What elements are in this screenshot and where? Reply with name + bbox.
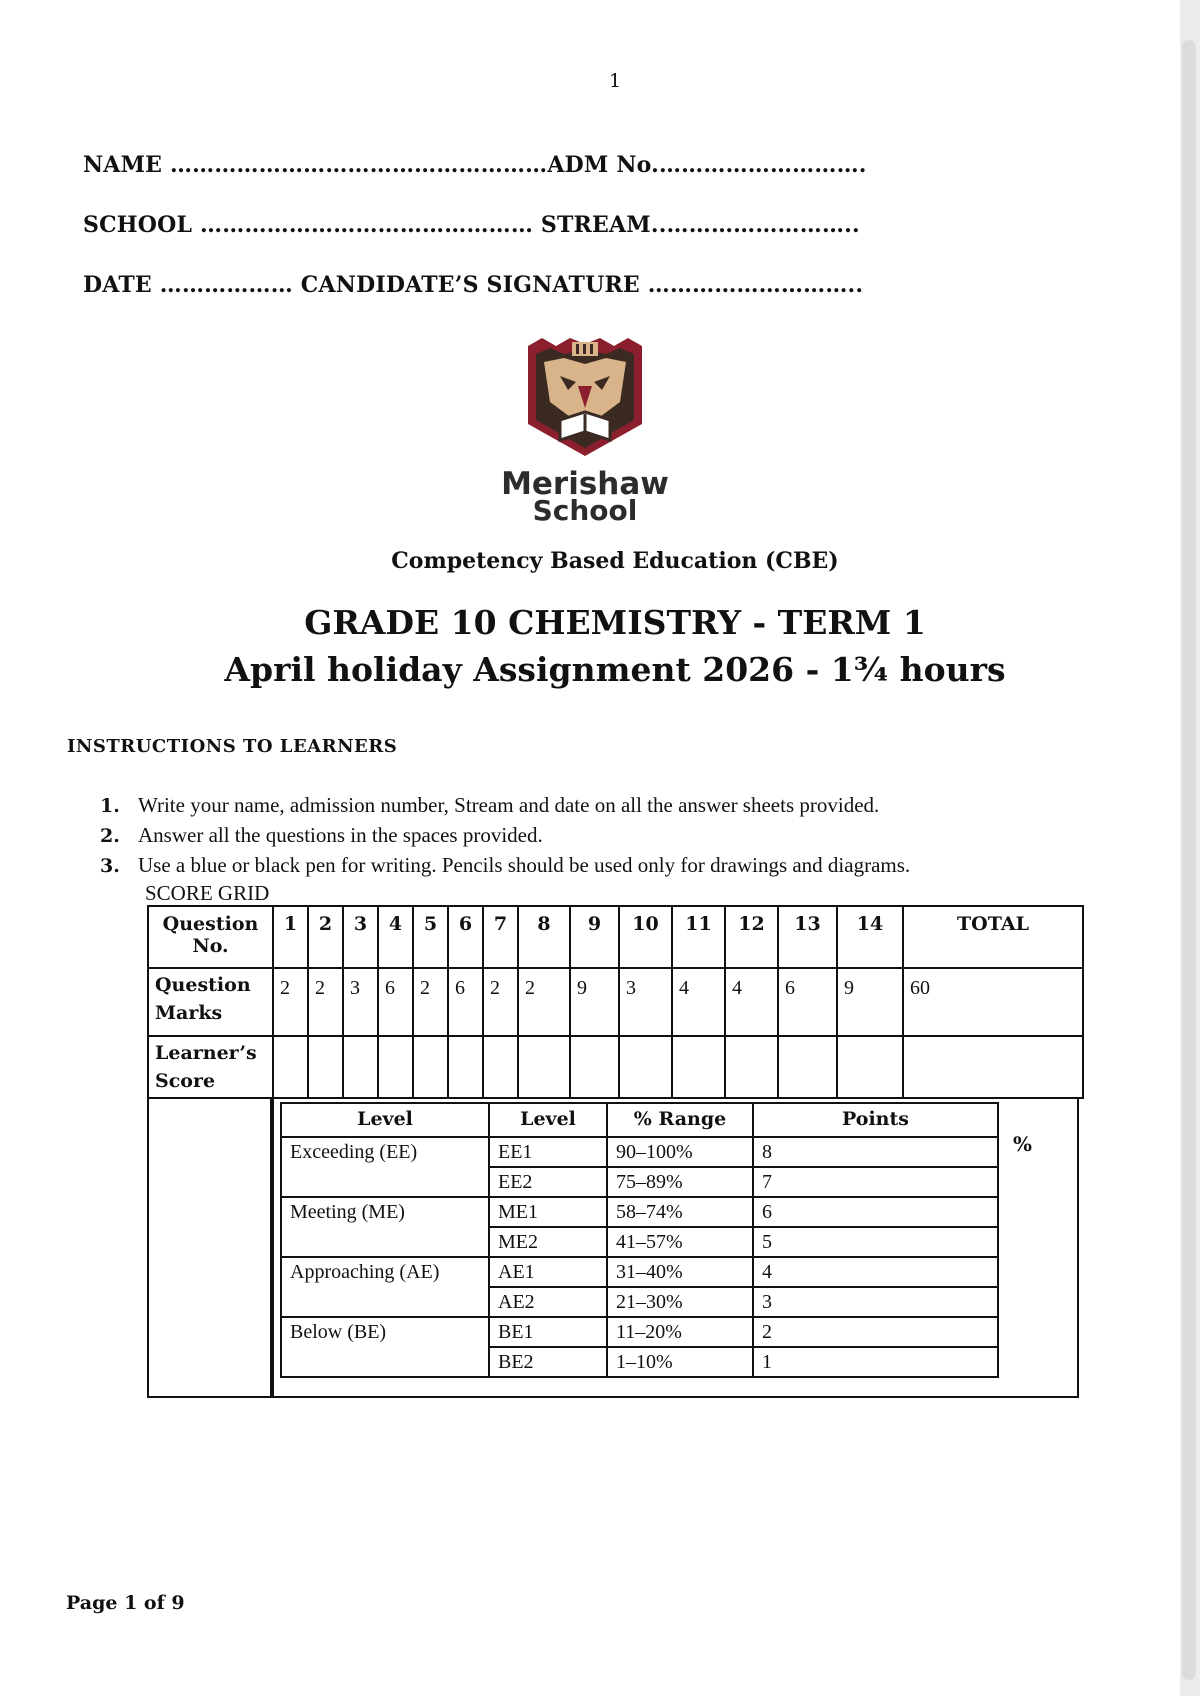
question-number: 12 (725, 906, 778, 968)
level-range: 41–57% (607, 1227, 753, 1257)
score-cell[interactable] (837, 1036, 903, 1098)
level-range: 58–74% (607, 1197, 753, 1227)
question-number: 11 (672, 906, 725, 968)
level-range: 1–10% (607, 1347, 753, 1377)
level-code: AE2 (489, 1287, 607, 1317)
school-logo (480, 332, 690, 462)
level-code: BE2 (489, 1347, 607, 1377)
level-code: AE1 (489, 1257, 607, 1287)
level-points: 5 (753, 1227, 998, 1257)
question-mark: 2 (413, 968, 448, 1036)
level-range: 31–40% (607, 1257, 753, 1287)
question-mark: 6 (778, 968, 837, 1036)
question-mark: 9 (570, 968, 619, 1036)
row-header-marks: Question Marks (148, 968, 273, 1036)
score-cell[interactable] (308, 1036, 343, 1098)
question-mark: 4 (725, 968, 778, 1036)
logo-name-line2: School (532, 494, 638, 527)
row-header-learner-score: Learner’s Score (148, 1036, 273, 1098)
level-code: ME2 (489, 1227, 607, 1257)
date-signature-line: DATE ……………… CANDIDATE’S SIGNATURE ……………………….. (83, 272, 864, 298)
question-number: 8 (518, 906, 570, 968)
instructions-heading: INSTRUCTIONS TO LEARNERS (67, 736, 398, 757)
score-cell[interactable] (672, 1036, 725, 1098)
instruction-item: 1. Write your name, admission number, Stream and date on all the answer sheets provided. (100, 793, 880, 817)
score-cell[interactable] (448, 1036, 483, 1098)
exam-subtitle: April holiday Assignment 2026 - 1¾ hours (224, 650, 1006, 689)
score-cell[interactable] (378, 1036, 413, 1098)
score-cell[interactable] (725, 1036, 778, 1098)
question-mark: 4 (672, 968, 725, 1036)
question-mark: 3 (619, 968, 672, 1036)
question-number-row (148, 906, 1083, 968)
level-row (281, 1137, 998, 1167)
total-score-cell[interactable] (903, 1036, 1083, 1098)
question-number: 1 (273, 906, 308, 968)
levels-header: % Range (607, 1103, 753, 1137)
level-code: ME1 (489, 1197, 607, 1227)
row-header-question-no: Question No. (148, 906, 273, 968)
lion-shield-logo-icon (520, 332, 650, 462)
level-points: 7 (753, 1167, 998, 1197)
exam-title: GRADE 10 CHEMISTRY - TERM 1 (304, 603, 926, 642)
levels-header: Points (753, 1103, 998, 1137)
level-code: BE1 (489, 1317, 607, 1347)
level-points: 1 (753, 1347, 998, 1377)
level-row (281, 1197, 998, 1227)
question-number: 6 (448, 906, 483, 968)
total-marks: 60 (903, 968, 1083, 1036)
level-points: 4 (753, 1257, 998, 1287)
level-points: 8 (753, 1137, 998, 1167)
question-number: 5 (413, 906, 448, 968)
level-range: 21–30% (607, 1287, 753, 1317)
question-mark: 3 (343, 968, 378, 1036)
level-range: 75–89% (607, 1167, 753, 1197)
cbe-subtitle: Competency Based Education (CBE) (391, 548, 839, 574)
question-mark: 9 (837, 968, 903, 1036)
level-group: Approaching (AE) (281, 1257, 489, 1317)
question-number: 9 (570, 906, 619, 968)
question-mark: 2 (273, 968, 308, 1036)
question-number: 3 (343, 906, 378, 968)
instructions-list (100, 790, 910, 880)
score-cell[interactable] (273, 1036, 308, 1098)
level-row (281, 1317, 998, 1347)
question-number: 7 (483, 906, 518, 968)
question-number: 4 (378, 906, 413, 968)
question-number: 13 (778, 906, 837, 968)
score-cell[interactable] (483, 1036, 518, 1098)
question-mark: 2 (308, 968, 343, 1036)
vertical-scrollbar[interactable] (1182, 40, 1196, 1680)
question-mark: 6 (448, 968, 483, 1036)
question-number: 14 (837, 906, 903, 968)
total-header: TOTAL (903, 906, 1083, 968)
score-cell[interactable] (778, 1036, 837, 1098)
score-grid-table (147, 905, 1084, 1099)
question-mark: 2 (518, 968, 570, 1036)
levels-header: Level (489, 1103, 607, 1137)
levels-header: Level (281, 1103, 489, 1137)
score-cell[interactable] (343, 1036, 378, 1098)
level-range: 11–20% (607, 1317, 753, 1347)
level-range: 90–100% (607, 1137, 753, 1167)
learner-score-row (148, 1036, 1083, 1098)
levels-header-row (281, 1103, 998, 1137)
name-adm-line: NAME ……………………………………………ADM No.………………………. (83, 152, 867, 178)
level-points: 2 (753, 1317, 998, 1347)
score-grid-label: SCORE GRID (145, 881, 270, 905)
page-footer: Page 1 of 9 (66, 1592, 185, 1614)
level-points: 6 (753, 1197, 998, 1227)
percent-label: % (1013, 1132, 1033, 1156)
page-number: 1 (608, 70, 622, 92)
school-stream-line: SCHOOL ……………………………………… STREAM..…………………….. (83, 212, 860, 238)
level-row (281, 1257, 998, 1287)
question-marks-row (148, 968, 1083, 1036)
score-cell[interactable] (413, 1036, 448, 1098)
logo-name-line1: Merishaw (501, 466, 669, 502)
score-cell[interactable] (570, 1036, 619, 1098)
instruction-item: 2. Answer all the questions in the spaces provided. (100, 823, 543, 847)
level-code: EE2 (489, 1167, 607, 1197)
instruction-item: 3. Use a blue or black pen for writing. Pencils should be used only for drawings and diagrams. (100, 853, 911, 877)
level-points: 3 (753, 1287, 998, 1317)
levels-table (280, 1102, 999, 1378)
level-group: Below (BE) (281, 1317, 489, 1377)
level-group: Exceeding (EE) (281, 1137, 489, 1197)
question-mark: 6 (378, 968, 413, 1036)
score-cell[interactable] (518, 1036, 570, 1098)
score-cell[interactable] (619, 1036, 672, 1098)
level-group: Meeting (ME) (281, 1197, 489, 1257)
question-mark: 2 (483, 968, 518, 1036)
question-number: 10 (619, 906, 672, 968)
levels-divider (270, 1098, 274, 1398)
level-code: EE1 (489, 1137, 607, 1167)
question-number: 2 (308, 906, 343, 968)
